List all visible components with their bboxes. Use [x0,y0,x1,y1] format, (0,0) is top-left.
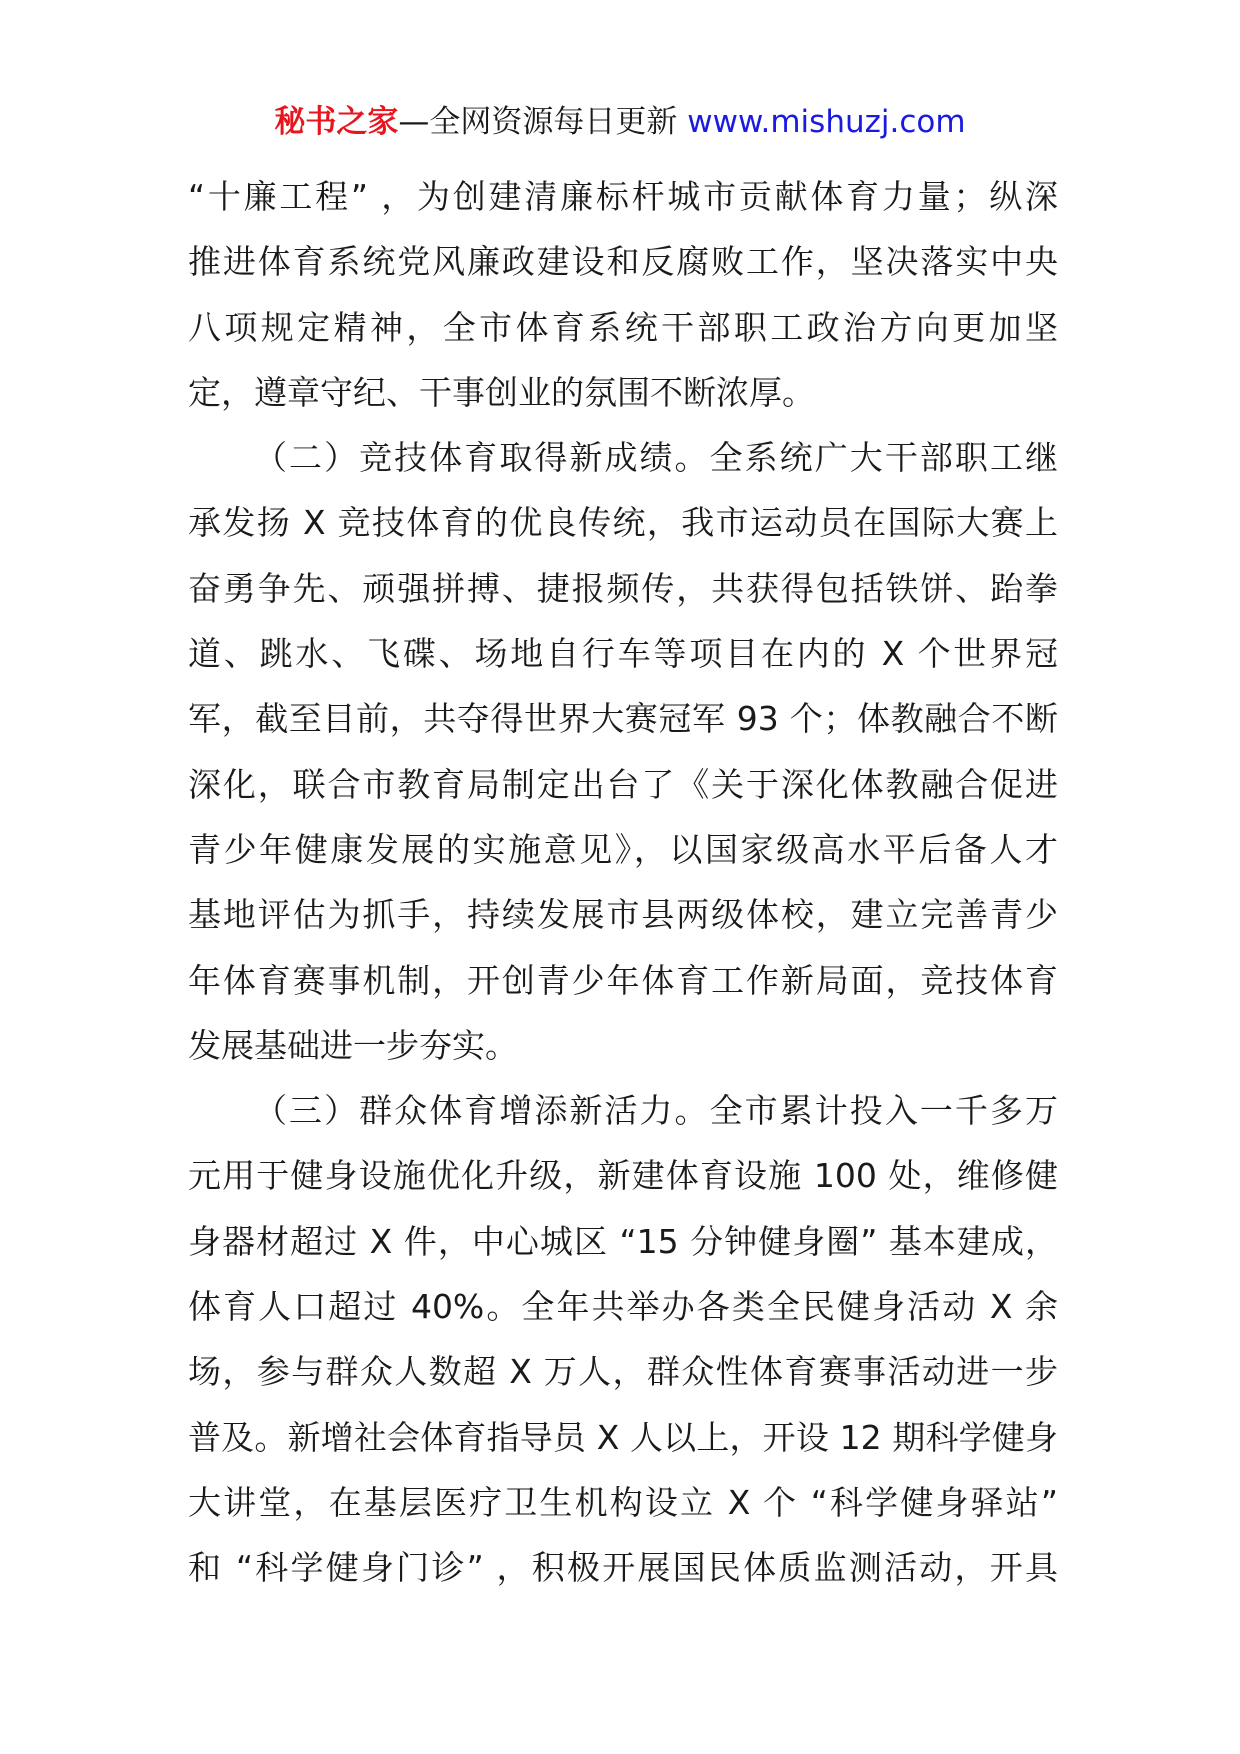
text-line: 年体育赛事机制，开创青少年体育工作新局面，竞技体育 [188,960,1058,1000]
text-line: 发展基础进一步夯实。 [188,1025,518,1065]
text-line: 定，遵章守纪、干事创业的氛围不断浓厚。 [188,372,815,412]
text-line: 青少年健康发展的实施意见》，以国家级高水平后备人才 [188,829,1058,869]
page-header [0,100,1240,144]
text-line: 基地评估为抓手，持续发展市县两级体校，建立完善青少 [188,895,1058,935]
paragraph-integrity-project [188,164,1058,425]
paragraph-mass-sports [188,1078,1058,1600]
header-url-link[interactable]: www.mishuzj.com [687,104,966,140]
text-line: 大讲堂，在基层医疗卫生机构设立 X 个 “科学健身驿站” [188,1482,1058,1522]
text-line: 和 “科学健身门诊” ，积极开展国民体质监测活动，开具 [188,1548,1058,1588]
text-line: 普及。新增社会体育指导员 X 人以上，开设 12 期科学健身 [188,1417,1058,1457]
text-line: 道、跳水、飞碟、场地自行车等项目在内的 X 个世界冠 [188,634,1058,674]
text-line: 身器材超过 X 件，中心城区 “15 分钟健身圈” 基本建成， [188,1221,1058,1261]
paragraph-competitive-sports [188,425,1058,1078]
text-line: （三）群众体育增添新活力。全市累计投入一千多万 [254,1091,1058,1131]
document-body [188,164,1058,1601]
text-line: （二）竞技体育取得新成绩。全系统广大干部职工继 [254,438,1058,478]
text-line: 军，截至目前，共夺得世界大赛冠军 93 个；体教融合不断 [188,699,1058,739]
text-line: 推进体育系统党风廉政建设和反腐败工作，坚决落实中央 [188,242,1058,282]
text-line: 体育人口超过 40%。全年共举办各类全民健身活动 X 余 [188,1287,1058,1327]
text-line: “十廉工程” ，为创建清廉标杆城市贡献体育力量；纵深 [188,177,1058,216]
text-line: 承发扬 X 竞技体育的优良传统，我市运动员在国际大赛上 [188,503,1058,543]
text-line: 元用于健身设施优化升级，新建体育设施 100 处，维修健 [188,1156,1058,1196]
text-line: 场，参与群众人数超 X 万人，群众性体育赛事活动进一步 [188,1352,1058,1392]
text-line: 奋勇争先、顽强拼搏、捷报频传，共获得包括铁饼、跆拳 [188,568,1058,608]
text-line: 深化，联合市教育局制定出台了《关于深化体教融合促进 [188,764,1058,804]
text-line: 八项规定精神，全市体育系统干部职工政治方向更加坚 [188,307,1058,347]
header-brand: 秘书之家 [274,104,399,140]
header-tagline: —全网资源每日更新 [398,104,688,140]
